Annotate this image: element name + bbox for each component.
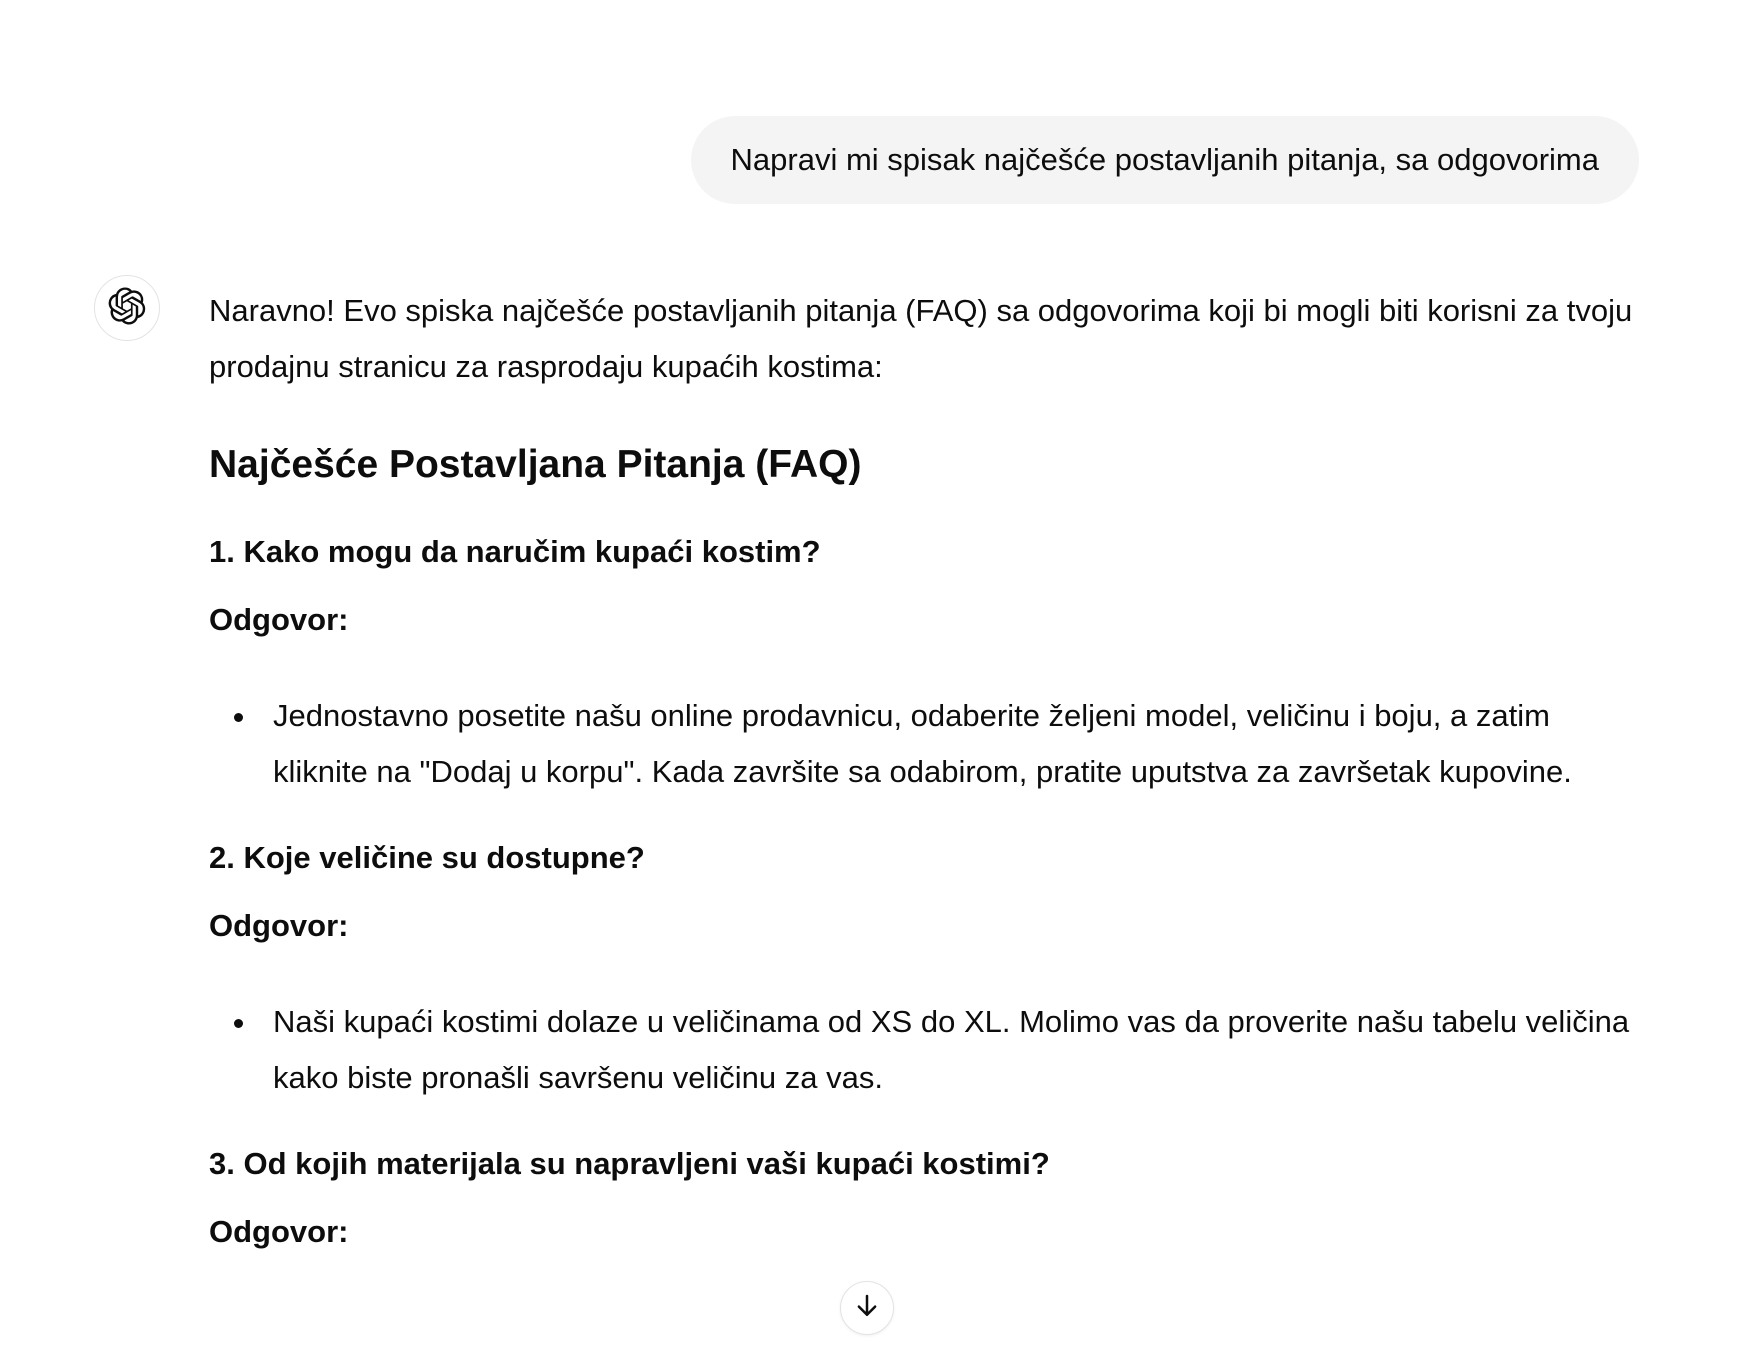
faq-answer-label: Odgovor: [209,602,349,637]
faq-answer-label: Odgovor: [209,908,349,943]
faq-question-text: Koje veličine su dostupne? [243,840,645,875]
faq-number: 2. [209,840,235,875]
faq-answer-list [209,994,1639,1106]
assistant-intro-text: Naravno! Evo spiska najčešće postavljanih pitanja (FAQ) sa odgovorima koji bi mogli biti korisni za tvoju prodajnu stranicu za rasprodaju kupaćih kostima: [209,293,1633,384]
scroll-to-bottom-button[interactable] [840,1281,894,1335]
faq-number: 1. [209,534,235,569]
faq-question [209,524,1639,580]
faq-question-text: Od kojih materijala su napravljeni vaši kupaći kostimi? [243,1146,1050,1181]
user-message-bubble: Napravi mi spisak najčešće postavljanih pitanja, sa odgovorima [691,116,1639,204]
faq-answer-label: Odgovor: [209,1214,349,1249]
faq-heading: Najčešće Postavljana Pitanja (FAQ) [209,443,862,486]
faq-answer-item: Naši kupaći kostimi dolaze u veličinama od XS do XL. Molimo vas da proverite našu tabelu veličina kako biste pronašli savršenu veličinu za vas. [273,994,1639,1106]
openai-logo-icon [108,287,146,330]
faq-question [209,830,1639,886]
faq-answer-item: Jednostavno posetite našu online prodavnicu, odaberite željeni model, veličinu i boju, a zatim kliknite na "Dodaj u korpu". Kada završite sa odabirom, pratite uputstva za završetak kupovine. [273,688,1639,800]
arrow-down-icon [852,1291,882,1326]
assistant-avatar [94,275,160,341]
faq-question [209,1136,1639,1192]
assistant-message [209,283,1639,1260]
faq-answer-list [209,688,1639,800]
faq-question-text: Kako mogu da naručim kupaći kostim? [243,534,821,569]
user-message-row [691,116,1639,204]
faq-number: 3. [209,1146,235,1181]
